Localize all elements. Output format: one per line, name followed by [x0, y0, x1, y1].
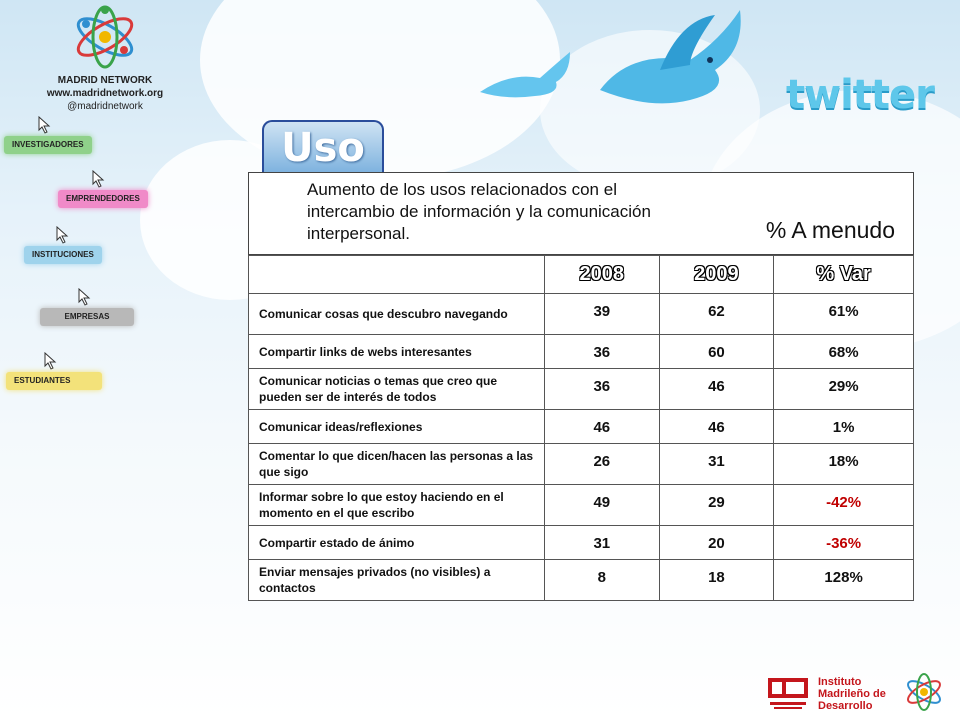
- value-2009: 62: [659, 294, 774, 335]
- column-header-label: [249, 256, 545, 294]
- madrid-network-logo: [40, 4, 170, 113]
- table-row: [249, 485, 914, 526]
- madrid-network-small-logo-icon: [904, 672, 944, 712]
- column-header-2008: 2008: [545, 256, 660, 294]
- cursor-arrow-icon: [92, 170, 106, 188]
- row-label: Informar sobre lo que estoy haciendo en el momento en el que escribo: [249, 485, 545, 526]
- comunidad-madrid-logo-icon: [766, 676, 810, 712]
- table-row: [249, 335, 914, 369]
- twitter-wordmark: twitter: [786, 72, 934, 118]
- sidebar-item-instituciones[interactable]: [24, 246, 102, 264]
- sidebar-item-investigadores[interactable]: [4, 136, 92, 154]
- logo-website: www.madridnetwork.org: [46, 88, 164, 99]
- value-var: 68%: [774, 335, 914, 369]
- column-header-2009: 2009: [659, 256, 774, 294]
- value-2008: 46: [545, 410, 660, 444]
- value-2009: 29: [659, 485, 774, 526]
- row-label: Compartir links de webs interesantes: [249, 335, 545, 369]
- sidebar-item-emprendedores[interactable]: [58, 190, 148, 208]
- value-2009: 20: [659, 526, 774, 560]
- value-2009: 46: [659, 369, 774, 410]
- table-row: [249, 369, 914, 410]
- sidebar-item-label: EMPRESAS: [64, 312, 110, 321]
- row-label: Enviar mensajes privados (no visibles) a contactos: [249, 560, 545, 601]
- twitter-bird-small-icon: [470, 52, 580, 102]
- table-row: [249, 294, 914, 335]
- value-var: 61%: [774, 294, 914, 335]
- cursor-arrow-icon: [78, 288, 92, 306]
- row-label: Comunicar ideas/reflexiones: [249, 410, 545, 444]
- sidebar-item-label: INSTITUCIONES: [32, 250, 94, 259]
- sidebar-item-label: ESTUDIANTES: [14, 376, 71, 385]
- value-var: 1%: [774, 410, 914, 444]
- sidebar-item-label: EMPRENDEDORES: [66, 194, 140, 203]
- column-header-var: % Var: [774, 256, 914, 294]
- sidebar-item-label: INVESTIGADORES: [12, 140, 84, 149]
- row-label: Comentar lo que dicen/hacen las personas a las que sigo: [249, 444, 545, 485]
- row-label: Comunicar cosas que descubro navegando: [249, 294, 545, 335]
- value-2008: 8: [545, 560, 660, 601]
- cursor-arrow-icon: [56, 226, 70, 244]
- institute-name: Instituto Madrileño de Desarrollo: [818, 676, 886, 712]
- section-tab-uso[interactable]: Uso: [262, 120, 384, 172]
- logo-handle: @madridnetwork: [67, 101, 143, 112]
- value-2009: 31: [659, 444, 774, 485]
- value-2009: 46: [659, 410, 774, 444]
- summary-box: [248, 172, 914, 255]
- value-2008: 36: [545, 369, 660, 410]
- value-2008: 39: [545, 294, 660, 335]
- value-2008: 26: [545, 444, 660, 485]
- table-row: [249, 560, 914, 601]
- value-2009: 60: [659, 335, 774, 369]
- cursor-arrow-icon: [44, 352, 58, 370]
- value-2009: 18: [659, 560, 774, 601]
- value-var: -36%: [774, 526, 914, 560]
- sidebar-item-estudiantes[interactable]: [6, 372, 102, 390]
- atom-logo-icon: [72, 4, 138, 70]
- sidebar-item-empresas[interactable]: [40, 308, 134, 326]
- table-row: [249, 410, 914, 444]
- row-label: Compartir estado de ánimo: [249, 526, 545, 560]
- value-var: -42%: [774, 485, 914, 526]
- metric-label: % A menudo: [765, 217, 895, 243]
- value-2008: 49: [545, 485, 660, 526]
- value-2008: 36: [545, 335, 660, 369]
- logo-org-name: MADRID NETWORK: [57, 75, 153, 86]
- cursor-arrow-icon: [38, 116, 52, 134]
- value-2008: 31: [545, 526, 660, 560]
- value-var: 128%: [774, 560, 914, 601]
- row-label: Comunicar noticias o temas que creo que pueden ser de interés de todos: [249, 369, 545, 410]
- usage-table: [248, 255, 914, 601]
- table-row: [249, 526, 914, 560]
- table-header-row: [249, 256, 914, 294]
- summary-intro: Aumento de los usos relacionados con el intercambio de información y la comunicación interpersonal.: [307, 180, 651, 243]
- value-var: 18%: [774, 444, 914, 485]
- value-var: 29%: [774, 369, 914, 410]
- table-row: [249, 444, 914, 485]
